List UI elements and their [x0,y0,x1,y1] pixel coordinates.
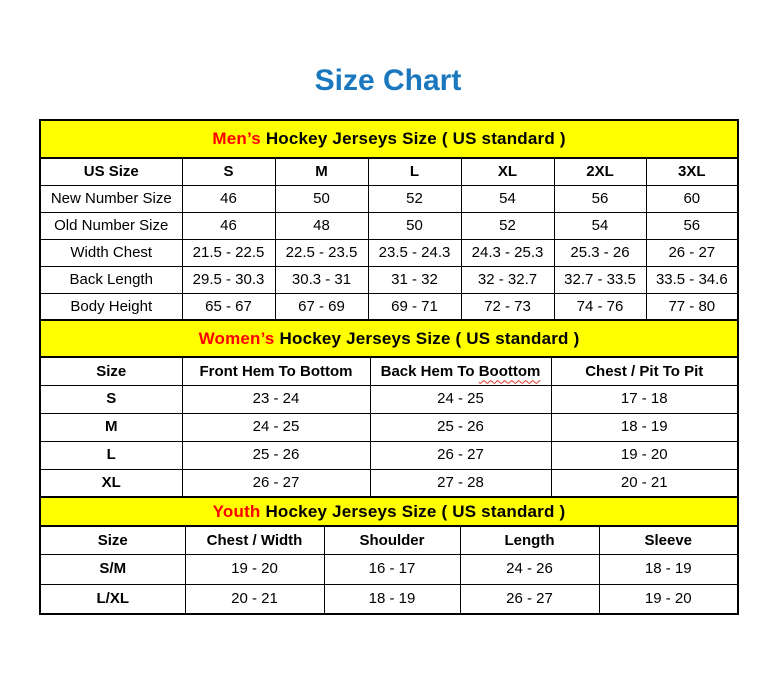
womens-columns-row [40,357,738,385]
mens-columns-row [40,158,738,185]
value-cell: 25 - 26 [370,413,551,441]
value-cell: 56 [554,185,646,212]
value-cell: 65 - 67 [182,293,275,320]
value-cell: 72 - 73 [461,293,554,320]
row-label: L [40,441,182,469]
value-cell: 31 - 32 [368,266,461,293]
value-cell: 60 [646,185,738,212]
column-header: Length [460,526,599,554]
column-header: Size [40,357,182,385]
value-cell: 77 - 80 [646,293,738,320]
value-cell: 29.5 - 30.3 [182,266,275,293]
value-cell: 50 [275,185,368,212]
value-cell: 26 - 27 [370,441,551,469]
womens-heading-accent: Women’s [198,328,275,348]
table-row [40,293,738,320]
table-row [40,239,738,266]
womens-size-table [39,319,739,498]
table-row [40,441,738,469]
youth-columns-row [40,526,738,554]
row-label: S [40,385,182,413]
table-row [40,385,738,413]
table-row [40,212,738,239]
value-cell: 32 - 32.7 [461,266,554,293]
value-cell: 19 - 20 [185,554,324,584]
value-cell: 52 [368,185,461,212]
value-cell: 46 [182,212,275,239]
column-header: US Size [40,158,182,185]
column-header: Size [40,526,185,554]
youth-size-table [39,496,739,615]
youth-table-body [40,554,738,614]
column-header: XL [461,158,554,185]
column-header: Chest / Pit To Pit [551,357,738,385]
value-cell: 25 - 26 [182,441,370,469]
value-cell: 26 - 27 [460,584,599,614]
row-label: S/M [40,554,185,584]
youth-section-heading [40,497,738,526]
value-cell: 25.3 - 26 [554,239,646,266]
value-cell: 54 [461,185,554,212]
column-header: M [275,158,368,185]
womens-table-body [40,385,738,497]
youth-heading-text: Hockey Jerseys Size ( US standard ) [260,501,566,521]
table-row [40,266,738,293]
column-header: L [368,158,461,185]
page-title: Size Chart [314,64,462,97]
mens-heading-row [40,120,738,158]
row-label: Back Length [40,266,182,293]
value-cell: 52 [461,212,554,239]
value-cell: 27 - 28 [370,469,551,497]
value-cell: 56 [646,212,738,239]
mens-heading-accent: Men’s [212,129,261,149]
table-row [40,469,738,497]
row-label: M [40,413,182,441]
row-label: XL [40,469,182,497]
table-row [40,584,738,614]
womens-heading-row [40,320,738,357]
value-cell: 26 - 27 [646,239,738,266]
row-label: New Number Size [40,185,182,212]
value-cell: 24 - 25 [182,413,370,441]
value-cell: 26 - 27 [182,469,370,497]
value-cell: 50 [368,212,461,239]
value-cell: 21.5 - 22.5 [182,239,275,266]
mens-section-heading [40,120,738,158]
misspelled-word: Boottom [478,362,541,380]
womens-heading-text: Hockey Jerseys Size ( US standard ) [274,328,580,348]
value-cell: 18 - 19 [551,413,738,441]
row-label: Old Number Size [40,212,182,239]
mens-table-body [40,185,738,320]
value-cell: 32.7 - 33.5 [554,266,646,293]
column-header: 3XL [646,158,738,185]
value-cell: 20 - 21 [551,469,738,497]
mens-size-table [39,119,739,321]
value-cell: 33.5 - 34.6 [646,266,738,293]
column-header: Sleeve [599,526,738,554]
value-cell: 16 - 17 [324,554,460,584]
column-header: S [182,158,275,185]
row-label: L/XL [40,584,185,614]
value-cell: 69 - 71 [368,293,461,320]
value-cell: 20 - 21 [185,584,324,614]
value-cell: 18 - 19 [599,554,738,584]
mens-heading-text: Hockey Jerseys Size ( US standard ) [260,129,566,149]
column-header: Front Hem To Bottom [182,357,370,385]
value-cell: 18 - 19 [324,584,460,614]
value-cell: 19 - 20 [599,584,738,614]
column-header: Back Hem To Boottom [370,357,551,385]
womens-section-heading [40,320,738,357]
row-label: Width Chest [40,239,182,266]
column-header: Shoulder [324,526,460,554]
value-cell: 48 [275,212,368,239]
table-row [40,554,738,584]
value-cell: 23 - 24 [182,385,370,413]
youth-heading-row [40,497,738,526]
value-cell: 46 [182,185,275,212]
size-chart-tables [39,119,737,615]
table-row [40,413,738,441]
row-label: Body Height [40,293,182,320]
value-cell: 24 - 26 [460,554,599,584]
value-cell: 23.5 - 24.3 [368,239,461,266]
value-cell: 24.3 - 25.3 [461,239,554,266]
value-cell: 30.3 - 31 [275,266,368,293]
value-cell: 67 - 69 [275,293,368,320]
column-header: Chest / Width [185,526,324,554]
value-cell: 19 - 20 [551,441,738,469]
value-cell: 54 [554,212,646,239]
value-cell: 17 - 18 [551,385,738,413]
table-row [40,185,738,212]
column-header: 2XL [554,158,646,185]
value-cell: 22.5 - 23.5 [275,239,368,266]
youth-heading-accent: Youth [212,501,261,521]
value-cell: 74 - 76 [554,293,646,320]
value-cell: 24 - 25 [370,385,551,413]
